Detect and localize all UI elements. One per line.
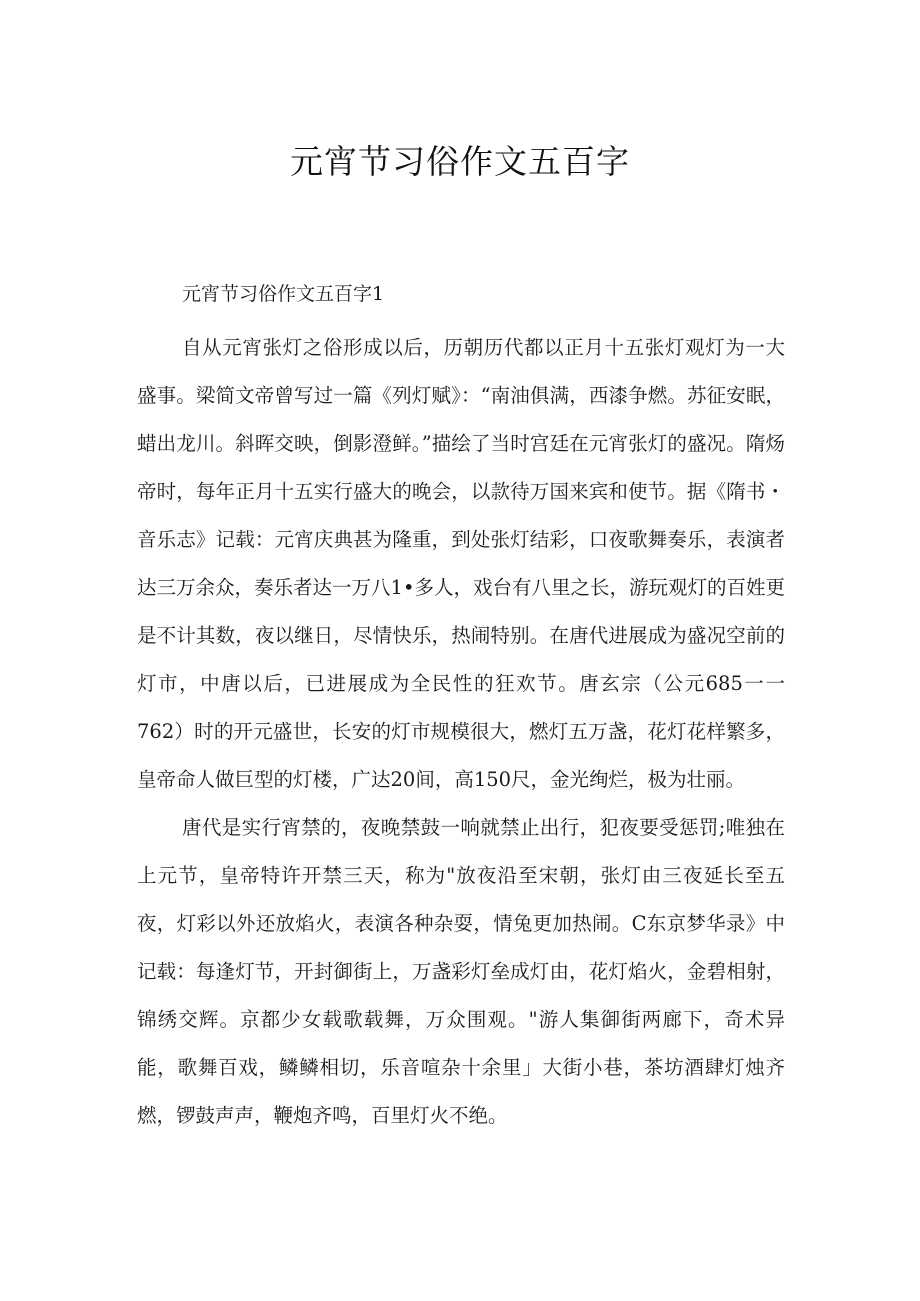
document-body [137,276,785,1140]
paragraph-1: 自从元宵张灯之俗形成以后，历朝历代都以正月十五张灯观灯为一大盛事。梁简文帝曾写过一篇《列灯赋》：“南油俱满，西漆争燃。苏征安眠，蜡出龙川。斜晖交映，倒影澄鲜。”描绘了当时宫廷在元宵张灯的盛况。隋炀帝时，每年正月十五实行盛大的晚会，以款待万国来宾和使节。据《隋书・音乐志》记载：元宵庆典甚为隆重，到处张灯结彩，口夜歌舞奏乐，表演者达三万余众，奏乐者达一万八1•多人，戏台有八里之长，游玩观灯的百姓更是不计其数，夜以继日，尽情快乐，热闹特别。在唐代进展成为盛况空前的灯市，中唐以后，已进展成为全民性的狂欢节。唐玄宗（公元685一一762）时的开元盛世，长安的灯市规模很大，燃灯五万盏，花灯花样繁多，皇帝命人做巨型的灯楼，广达20间，高150尺，金光绚烂，极为壮丽。 [137,336,785,791]
section-heading: 元宵节习俗作文五百字1 [182,283,385,305]
paragraph-2: 唐代是实行宵禁的，夜晚禁鼓一响就禁止出行，犯夜要受惩罚;唯独在上元节，皇帝特许开禁三天，称为"放夜沿至宋朝，张灯由三夜延长至五夜，灯彩以外还放焰火，表演各种杂耍，情兔更加热闹。C东京梦华录》中记载：每逢灯节，开封御街上，万盏彩灯垒成灯由，花灯焰火，金碧相射，锦绣交辉。京都少女载歌载舞，万众围观。"游人集御街两廊下，奇术异能，歌舞百戏，鳞鳞相切，乐音喧杂十余里」大街小巷，茶坊酒肆灯烛齐燃，锣鼓声声，鞭炮齐鸣，百里灯火不绝。 [137,816,785,1127]
document-title: 元宵节习俗作文五百字 [290,142,630,181]
